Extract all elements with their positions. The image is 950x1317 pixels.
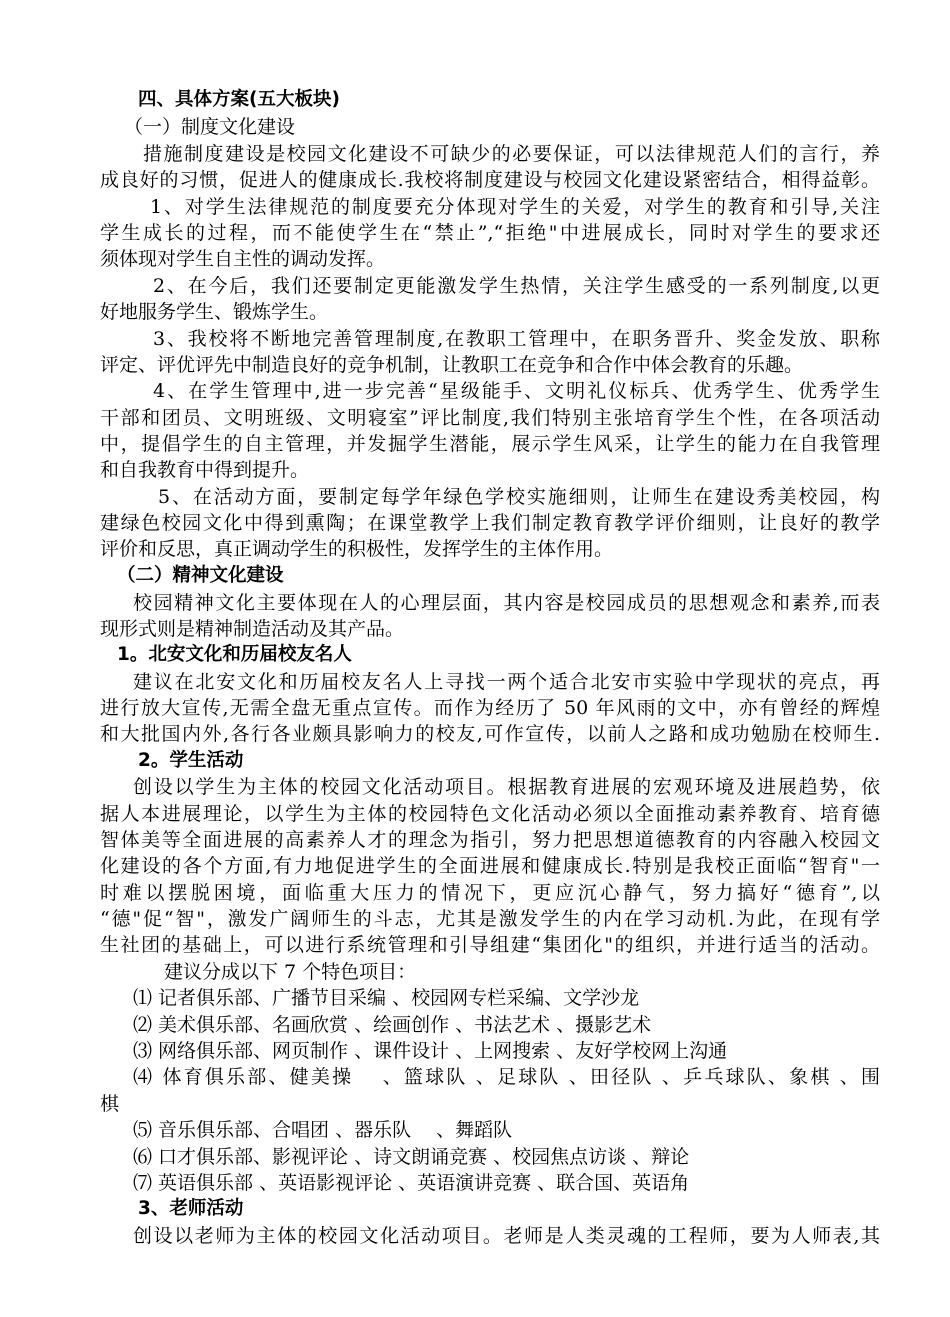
text-line: 进行放大宣传,无需全盘无重点宣传。而作为经历了 50 年风雨的文中，亦有曾经的辉煌 — [100, 697, 880, 719]
text-line: 生社团的基础上，可以进行系统管理和引导组建“集团化"的组织，并进行适当的活动。 — [100, 934, 880, 956]
text-line: 建议在北安文化和历届校友名人上寻找一两个适合北安市实验中学现状的亮点，再 — [133, 671, 880, 693]
text-line: 成良好的习惯，促进人的健康成长.我校将制度建设与校园文化建设紧密结合，相得益彰。 — [100, 169, 880, 191]
text-line: 和大批国内外,各行各业颇具影响力的校友,可作宣传，以前人之路和成功勉励在校师生. — [100, 723, 880, 745]
text-line: 创设以学生为主体的校园文化活动项目。根据教育进展的宏观环境及进展趋势，依 — [133, 776, 880, 798]
text-line: 干部和团员、文明班级、文明寝室”评比制度,我们特别主张培育学生个性，在各项活动 — [100, 407, 880, 429]
text-line: 校园精神文化主要体现在人的心理层面，其内容是校园成员的思想观念和素养,而表 — [133, 592, 880, 614]
text-line: 须体现对学生自主性的调动发挥。 — [100, 248, 386, 270]
text-line: 化建设的各个方面,有力地促进学生的全面进展和健康成长.特别是我校正面临“智育"一 — [100, 855, 880, 877]
section-heading: 2。学生活动 — [138, 750, 244, 771]
text-line: （一）制度文化建设 — [124, 116, 296, 138]
text-line: 评价和反思，真正调动学生的积极性，发挥学生的主体作用。 — [100, 538, 614, 560]
text-line: 现形式则是精神制造活动及其产品。 — [100, 618, 405, 640]
text-line: “德"促“智"，激发广阔师生的斗志，尤其是激发学生的内在学习动机.为此，在现有学 — [100, 908, 880, 930]
text-line: 1、对学生法律规范的制度要充分体现对学生的关爱，对学生的教育和引导,关注 — [150, 196, 880, 218]
text-line: 评定、评优评先中制造良好的竞争机制，让教职工在竞争和合作中体会教育的乐趣。 — [100, 354, 804, 376]
text-line: 学生成长的过程，而不能使学生在“禁止”,“拒绝"中进展成长，同时对学生的要求还 — [100, 222, 880, 244]
text-line: 时难以摆脱困境，面临重大压力的情况下，更应沉心静气，努力搞好“德育”,以 — [100, 882, 880, 904]
text-line: 智体美等全面进展的高素养人才的理念为指引，努力把思想道德教育的内容融入校园文 — [100, 829, 880, 851]
text-line: ⑶ 网络俱乐部、网页制作 、课件设计 、上网搜索 、友好学校网上沟通 — [133, 1040, 728, 1062]
text-line: 2、在今后，我们还要制定更能激发学生热情，关注学生感受的一系列制度,以更 — [153, 275, 880, 297]
text-line: 建议分成以下 7 个特色项目： — [164, 961, 417, 983]
text-line: 好地服务学生、锻炼学生。 — [100, 301, 329, 323]
text-line: ⑴ 记者俱乐部、广播节目采编 、校园网专栏采编、文学沙龙 — [133, 987, 640, 1009]
text-line: 棋 — [100, 1093, 120, 1115]
text-line: ⑵ 美术俱乐部、名画欣赏 、绘画创作 、书法艺术 、摄影艺术 — [133, 1014, 652, 1036]
text-line: ⑹ 口才俱乐部、影视评论 、诗文朗诵竞赛 、校园焦点访谈 、辩论 — [133, 1146, 690, 1168]
text-line: ⑸ 音乐俱乐部、合唱团 、器乐队 、舞蹈队 — [133, 1119, 513, 1141]
text-line: 5、在活动方面，要制定每学年绿色学校实施细则，让师生在建设秀美校园，构 — [158, 486, 880, 508]
text-line: 4、在学生管理中,进一步完善“星级能手、文明礼仪标兵、优秀学生、优秀学生 — [153, 380, 880, 402]
text-line: 3、我校将不断地完善管理制度,在教职工管理中，在职务晋升、奖金发放、职称 — [153, 328, 880, 350]
section-heading: 3、老师活动 — [138, 1198, 244, 1219]
section-heading: （二）精神文化建设 — [117, 565, 284, 586]
text-line: ⑺ 英语俱乐部 、英语影视评论 、英语演讲竞赛 、联合国、英语角 — [133, 1172, 690, 1194]
text-line: 措施制度建设是校园文化建设不可缺少的必要保证，可以法律规范人们的言行，养 — [143, 143, 880, 165]
text-line: 据人本进展理论，以学生为主体的校园特色文化活动必须以全面推动素养教育、培育德 — [100, 803, 880, 825]
text-line: ⑷ 体育俱乐部、健美操 、篮球队 、足球队 、田径队 、乒乓球队、象棋 、围 — [133, 1066, 880, 1088]
text-line: 创设以老师为主体的校园文化活动项目。老师是人类灵魂的工程师，要为人师表,其 — [133, 1225, 880, 1247]
section-heading: 四、具体方案(五大板块) — [138, 89, 340, 110]
text-line: 中，提倡学生的自主管理，并发掘学生潜能，展示学生风采，让学生的能力在自我管理 — [100, 433, 880, 455]
text-line: 建绿色校园文化中得到熏陶；在课堂教学上我们制定教育教学评价细则，让良好的教学 — [100, 512, 880, 534]
text-line: 和自我教育中得到提升。 — [100, 459, 310, 481]
section-heading: 1。北安文化和历届校友名人 — [117, 644, 352, 665]
